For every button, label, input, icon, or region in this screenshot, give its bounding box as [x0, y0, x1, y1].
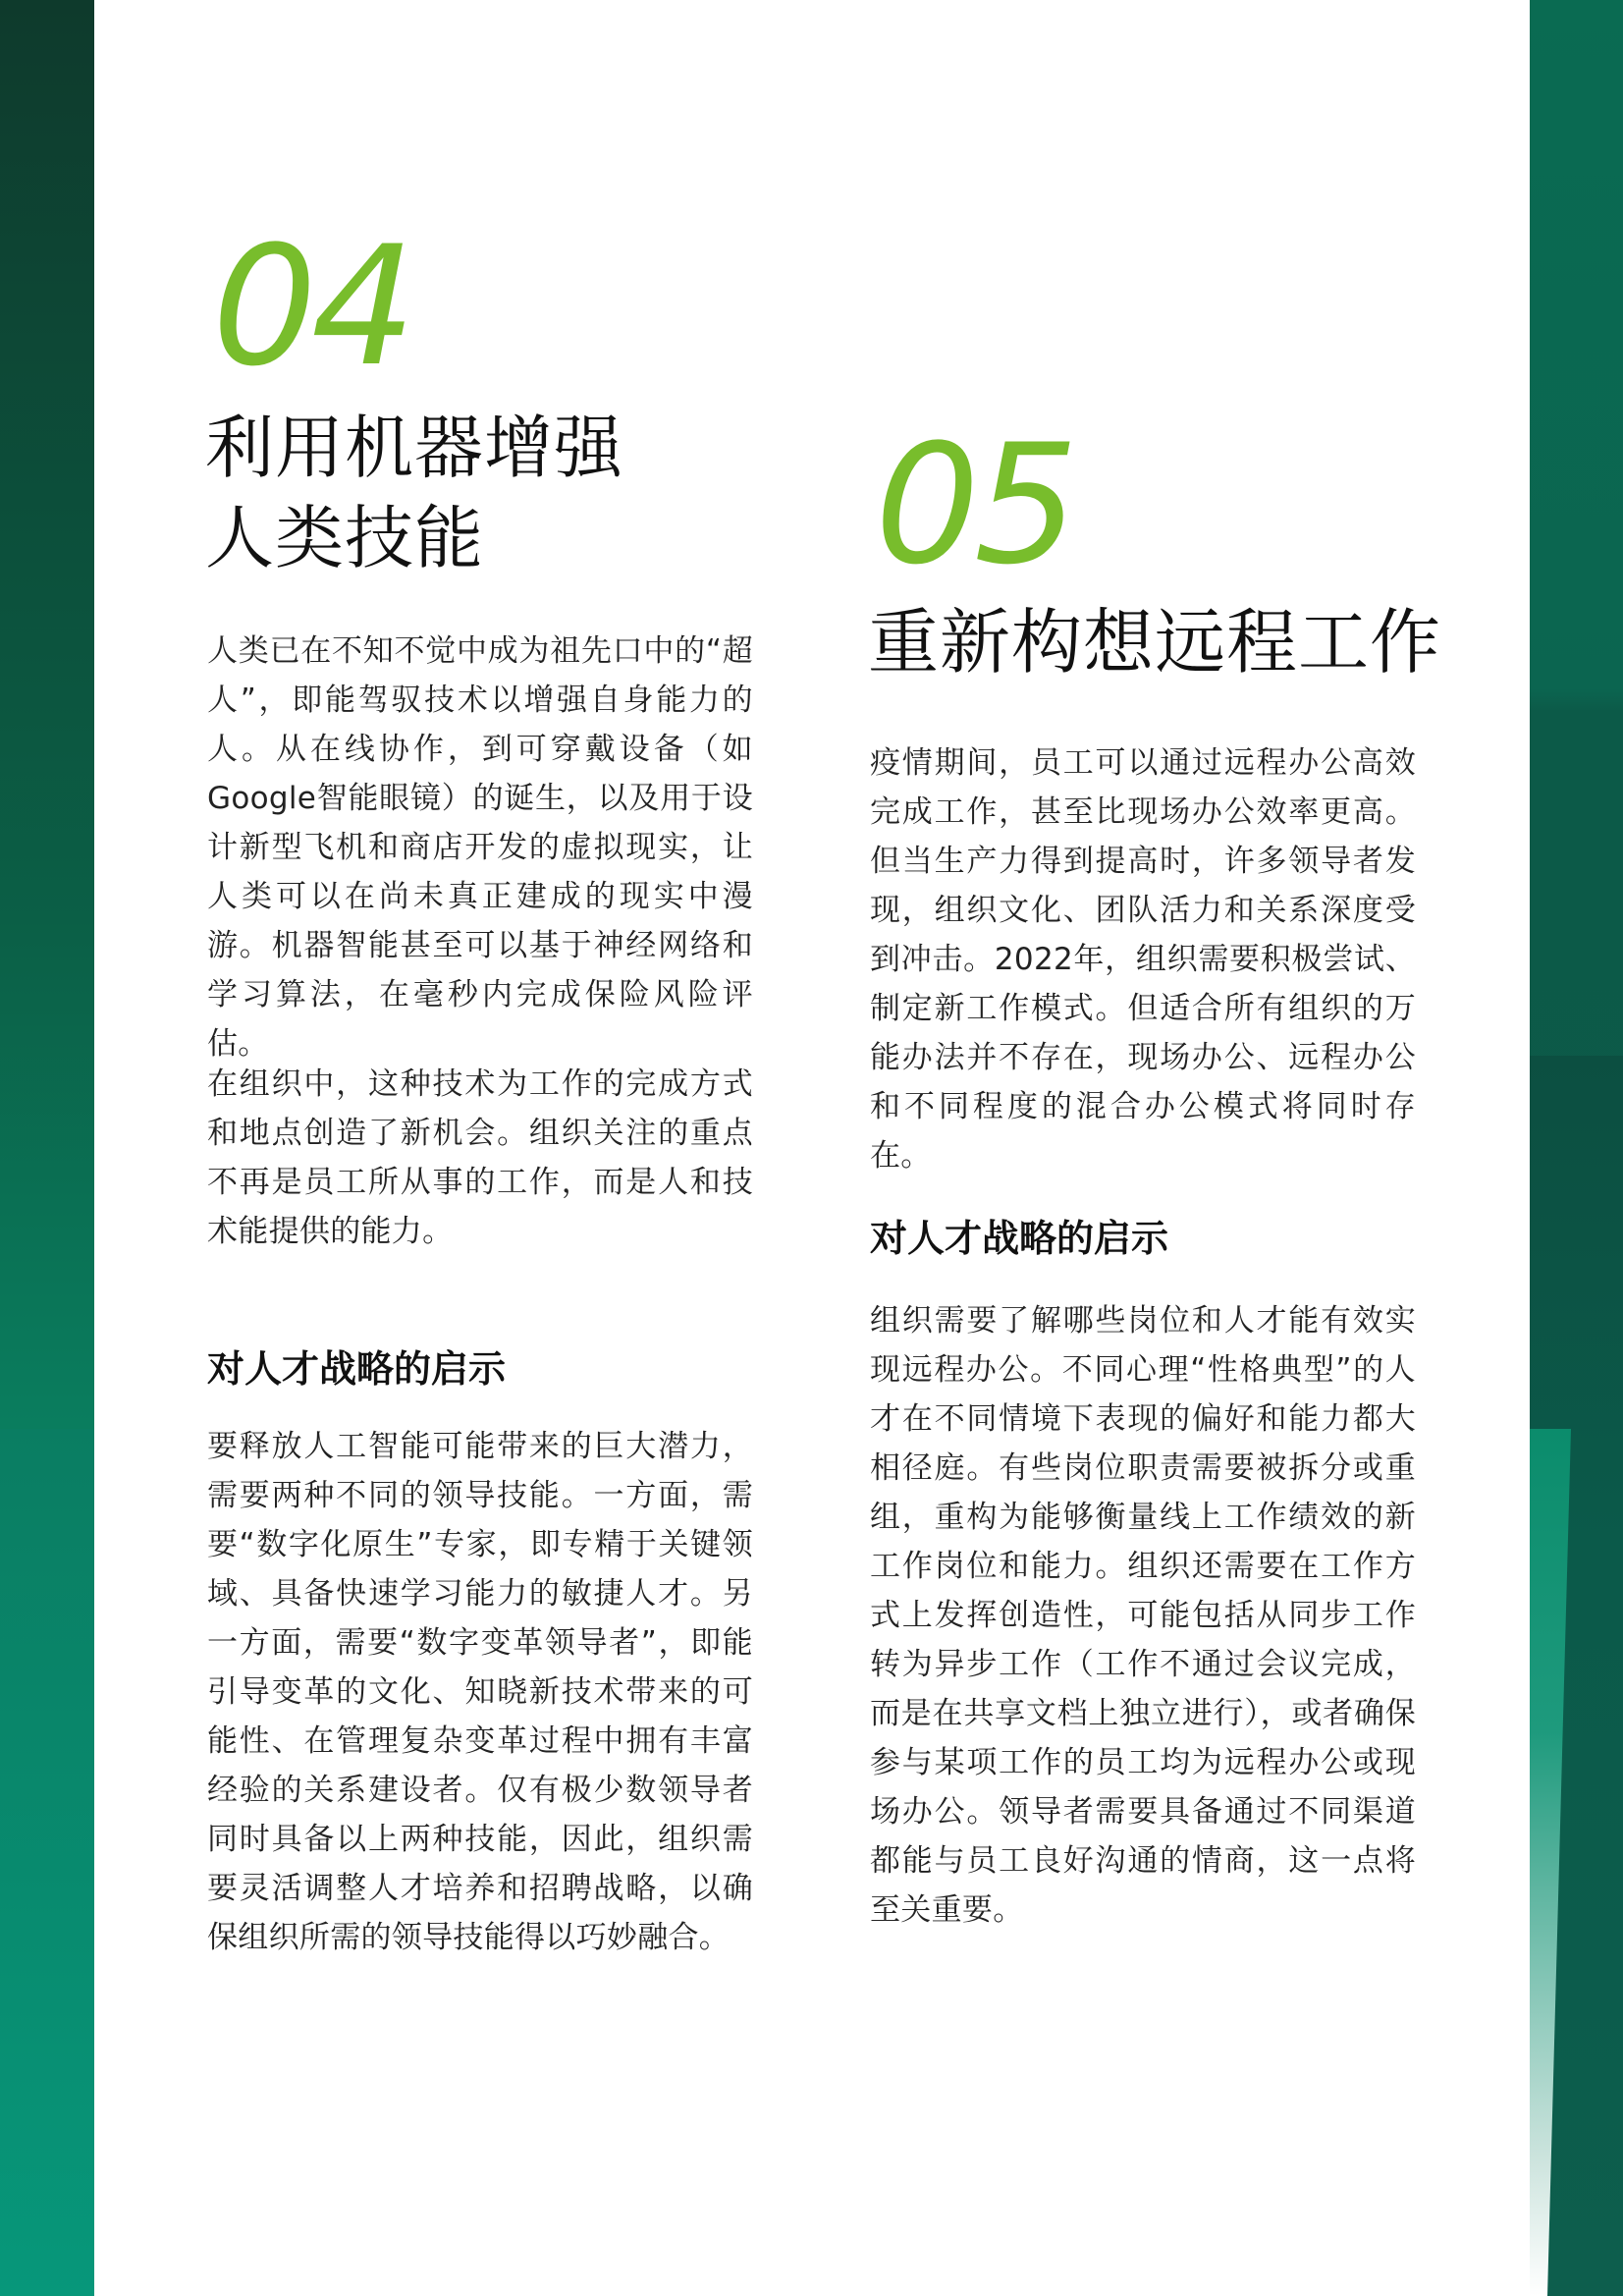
section-04-paragraph-3: 要释放人工智能可能带来的巨大潜力，需要两种不同的领导技能。一方面，需要“数字化原生”专家，即专精于关键领域、具备快速学习能力的敏捷人才。另一方面，需要“数字变革领导者”，即能引导变革的文化、知晓新技术带来的可能性、在管理复杂变革过程中拥有丰富经验的关系建设者。仅有极少数领导者同时具备以上两种技能，因此，组织需要灵活调整人才培养和招聘战略，以确保组织所需的领导技能得以巧妙融合。: [207, 1429, 753, 1955]
section-05-subheading: 对人才战略的启示: [870, 1217, 1169, 1260]
section-04-number: 04: [212, 210, 410, 403]
section-04-title-line2: 人类技能: [205, 498, 484, 578]
section-05-paragraph-1: 疫情期间，员工可以通过远程办公高效完成工作，甚至比现场办公效率更高。但当生产力得到提高时，许多领导者发现，组织文化、团队活力和关系深度受到冲击。2022年，组织需要积极尝试、制定新工作模式。但适合所有组织的万能办法并不存在，现场办公、远程办公和不同程度的混合办公模式将同时存在。: [870, 745, 1416, 1174]
section-05-title: 重新构想远程工作: [868, 601, 1442, 683]
section-04-paragraph-1: 人类已在不知不觉中成为祖先口中的“超人”，即能驾驭技术以增强自身能力的人。从在线协作，到可穿戴设备（如Google智能眼镜）的诞生，以及用于设计新型飞机和商店开发的虚拟现实，让人类可以在尚未真正建成的现实中漫游。机器智能甚至可以基于神经网络和学习算法，在毫秒内完成保险风险评估。: [207, 633, 753, 1062]
section-05-number: 05: [875, 409, 1073, 601]
section-04-subheading: 对人才战略的启示: [207, 1347, 507, 1391]
section-04-paragraph-2: 在组织中，这种技术为工作的完成方式和地点创造了新机会。组织关注的重点不再是员工所从事的工作，而是人和技术能提供的能力。: [207, 1066, 753, 1249]
section-05-paragraph-2: 组织需要了解哪些岗位和人才能有效实现远程办公。不同心理“性格典型”的人才在不同情境下表现的偏好和能力都大相径庭。有些岗位职责需要被拆分或重组，重构为能够衡量线上工作绩效的新工作岗位和能力。组织还需要在工作方式上发挥创造性，可能包括从同步工作转为异步工作（工作不通过会议完成，而是在共享文档上独立进行），或者确保参与某项工作的员工均为远程办公或现场办公。领导者需要具备通过不同渠道都能与员工良好沟通的情商，这一点将至关重要。: [870, 1303, 1416, 1928]
left-background-lower-band: [0, 1429, 94, 2296]
section-04-title-line1: 利用机器增强: [205, 408, 623, 488]
